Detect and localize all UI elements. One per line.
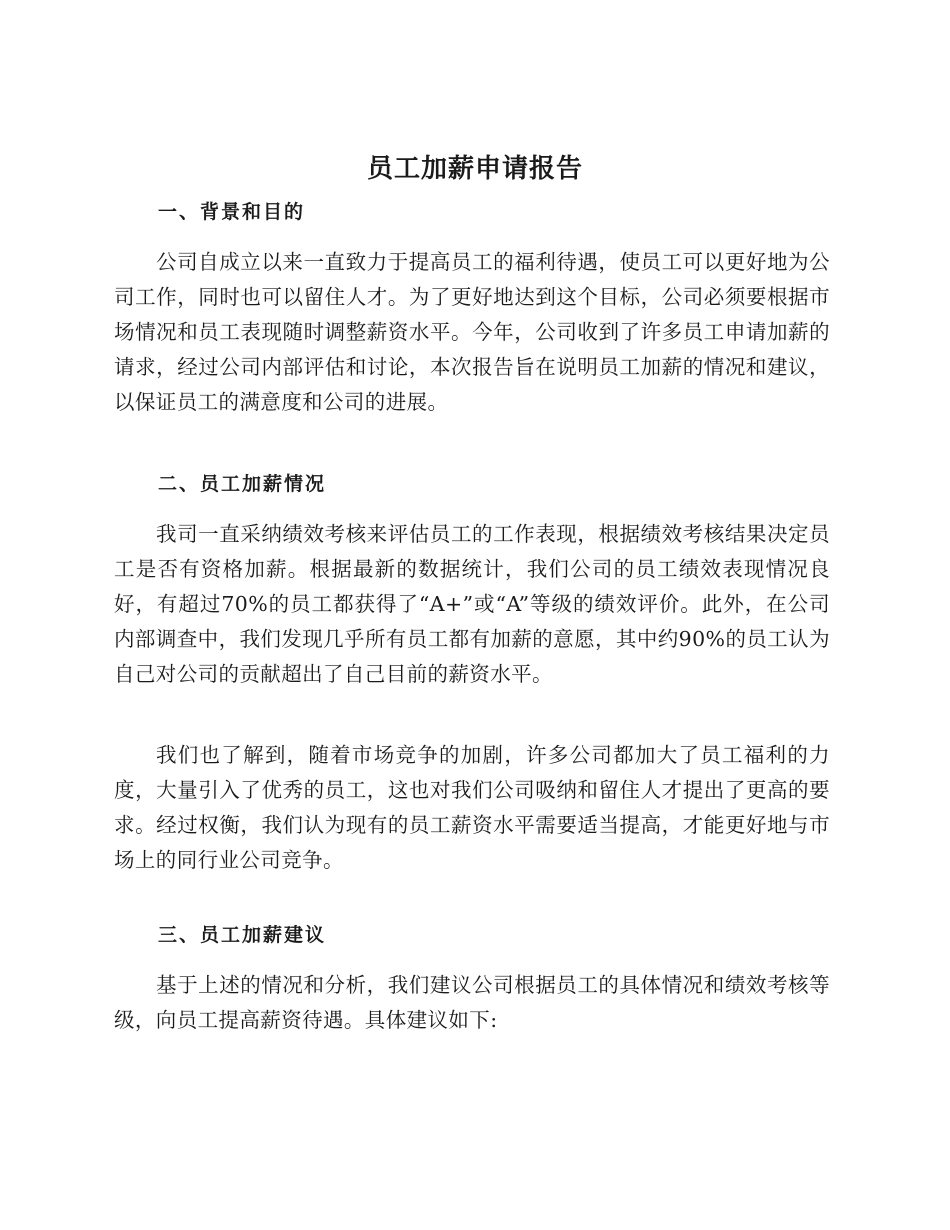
document-title: 员工加薪申请报告 [366,154,583,184]
section-heading-background: 一、背景和目的 [158,201,306,223]
paragraph-raise-status-2: 我们也了解到，随着市场竞争的加剧，许多公司都加大了员工福利的力度，大量引入了优秀的员工，这也对我们公司吸纳和留住人才提出了更高的要求。经过权衡，我们认为现有的员工薪资水平需要适当提高，才能更好地与市场上的同行业公司竞争。 [114,743,830,872]
section-heading-raise-status: 二、员工加薪情况 [158,473,327,495]
paragraph-raise-suggestion: 基于上述的情况和分析，我们建议公司根据员工的具体情况和绩效考核等级，向员工提高薪资待遇。具体建议如下: [114,973,830,1032]
section-heading-raise-suggestion: 三、员工加薪建议 [158,924,327,946]
paragraph-background: 公司自成立以来一直致力于提高员工的福利待遇，使员工可以更好地为公司工作，同时也可以留住人才。为了更好地达到这个目标，公司必须要根据市场情况和员工表现随时调整薪资水平。今年，公司收到了许多员工申请加薪的请求，经过公司内部评估和讨论，本次报告旨在说明员工加薪的情况和建议，以保证员工的满意度和公司的进展。 [114,250,830,414]
paragraph-raise-status-1: 我司一直采纳绩效考核来评估员工的工作表现，根据绩效考核结果决定员工是否有资格加薪。根据最新的数据统计，我们公司的员工绩效表现情况良好，有超过70%的员工都获得了“A+”或“A”等级的绩效评价。此外，在公司内部调查中，我们发现几乎所有员工都有加薪的意愿，其中约90%的员工认为自己对公司的贡献超出了自己目前的薪资水平。 [114,522,830,686]
